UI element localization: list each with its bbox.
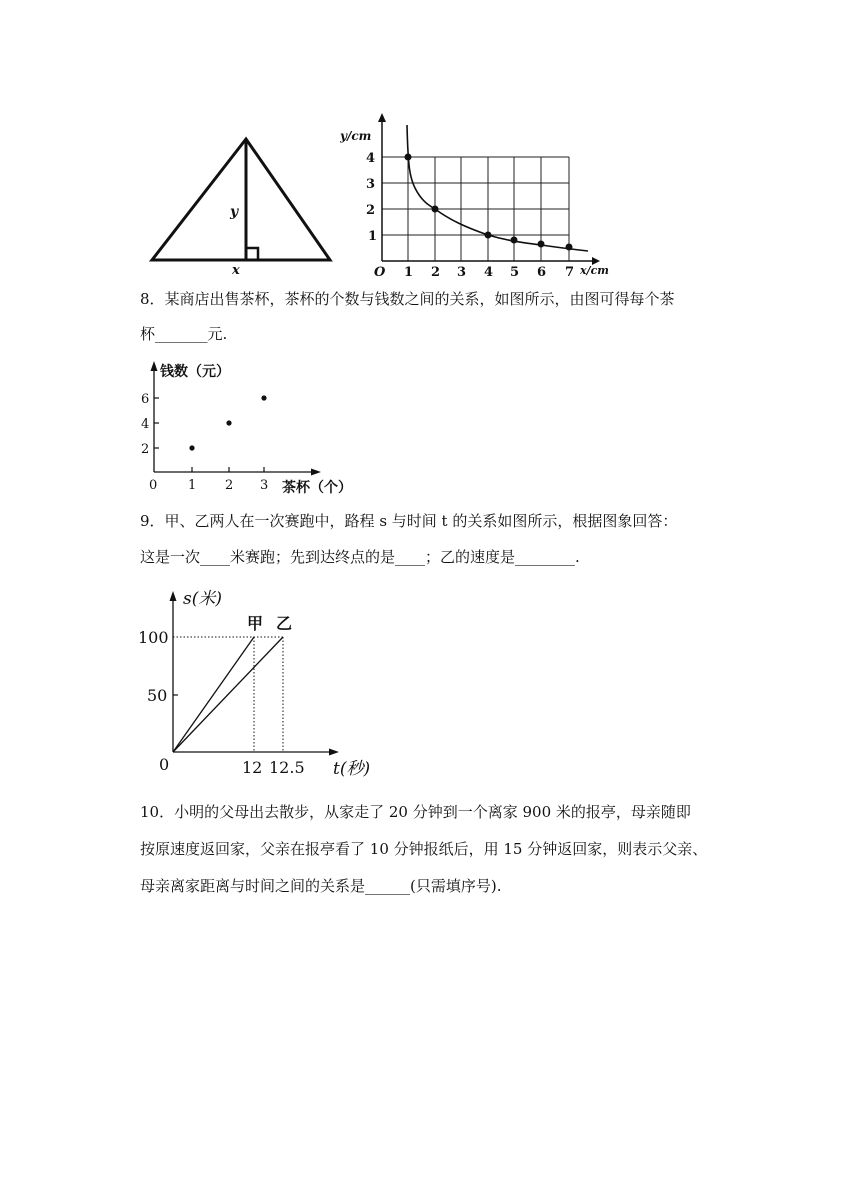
curve-point (432, 206, 439, 213)
curve-y-tick: 2 (366, 203, 376, 218)
q9-line-1: 9．甲、乙两人在一次赛跑中，路程 s 与时间 t 的关系如图所示，根据图象回答： (140, 512, 678, 530)
cups-graph (138, 355, 358, 495)
triangle-figure (140, 130, 345, 275)
curve-y-label: y/cm (340, 129, 372, 143)
triangle-y-label: y (230, 204, 239, 220)
curve-y-tick: 3 (366, 177, 376, 192)
race-y-arrow (170, 591, 177, 601)
curve-point (511, 237, 518, 244)
cups-point (226, 420, 231, 425)
curve-point (485, 232, 492, 239)
q8-line-1: 8．某商店出售茶杯，茶杯的个数与钱数之间的关系，如图所示，由图可得每个茶 (140, 290, 675, 308)
cups-y-arrow (151, 361, 158, 371)
q10-line-3: 母亲离家距离与时间之间的关系是______(只需填序号). (140, 877, 502, 895)
cups-y-tick: 2 (141, 442, 150, 457)
inverse-curve (407, 125, 588, 251)
race-x-tick-label: 12.5 (269, 758, 305, 777)
race-line-yi (173, 637, 283, 752)
race-graph (135, 585, 385, 780)
curve-origin-label: O (374, 265, 386, 278)
cups-x-label: 茶杯（个） (282, 480, 352, 495)
curve-x-tick: 2 (431, 265, 441, 278)
curve-graph (340, 108, 620, 278)
cups-y-tick: 4 (141, 417, 150, 432)
curve-x-tick: 1 (404, 265, 414, 278)
curve-y-arrow (378, 113, 386, 122)
race-origin-label: 0 (159, 755, 170, 774)
cups-point (189, 445, 194, 450)
q9-line-2: 这是一次____米赛跑；先到达终点的是____；乙的速度是________. (140, 548, 580, 566)
curve-x-label: x/cm (580, 264, 609, 277)
race-series-yi: 乙 (276, 614, 293, 633)
curve-x-tick: 3 (457, 265, 467, 278)
q10-line-2: 按原速度返回家，父亲在报亭看了 10 分钟报纸后，用 15 分钟返回家，则表示父亲、 (140, 840, 708, 858)
q10-line-1: 10．小明的父母出去散步，从家走了 20 分钟到一个离家 900 米的报亭，母亲随即 (140, 803, 691, 821)
curve-y-tick: 4 (366, 151, 376, 166)
curve-x-tick: 6 (537, 265, 547, 278)
curve-y-tick: 1 (368, 229, 378, 244)
q8-line-2: 杯_______元. (140, 325, 228, 343)
cups-x-tick: 2 (225, 478, 234, 493)
cups-point (261, 395, 266, 400)
race-y-tick-label: 50 (147, 686, 168, 705)
triangle-shape (152, 139, 330, 260)
right-angle-mark (246, 248, 258, 260)
curve-x-tick: 7 (565, 265, 575, 278)
cups-x-arrow (311, 469, 321, 476)
curve-point (538, 241, 545, 248)
curve-point (566, 244, 573, 251)
race-x-tick-label: 12 (242, 758, 263, 777)
triangle-x-label: x (232, 263, 240, 275)
curve-x-tick: 4 (484, 265, 494, 278)
race-x-label: t(秒) (333, 759, 371, 779)
race-y-tick-label: 100 (138, 628, 169, 647)
race-y-label: s(米) (183, 589, 222, 609)
curve-point (405, 154, 412, 161)
race-series-jia: 甲 (247, 614, 264, 633)
cups-origin-label: 0 (149, 478, 158, 493)
cups-x-tick: 1 (188, 478, 197, 493)
race-x-arrow (329, 749, 339, 756)
cups-y-label: 钱数（元） (160, 364, 230, 380)
curve-x-tick: 5 (510, 265, 520, 278)
race-line-jia (173, 637, 254, 752)
cups-x-tick: 3 (260, 478, 269, 493)
cups-y-tick: 6 (141, 392, 150, 407)
